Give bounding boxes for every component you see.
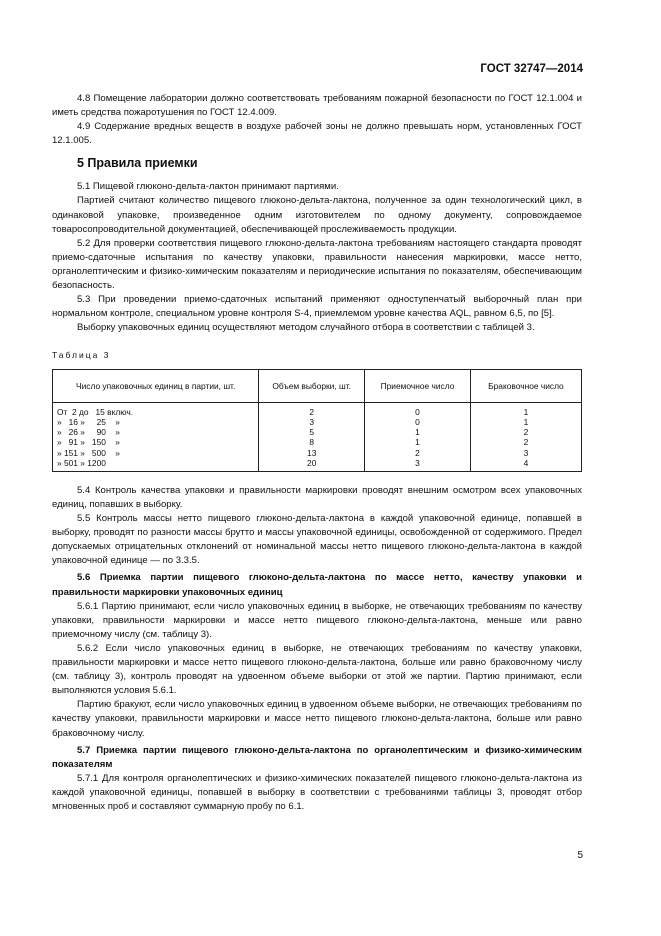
paragraph-batch-definition: Партией считают количество пищевого глюконо-дельта-лактона, полученное за один технологический цикл, в одинаковой упаковке, произведенное одним изготовителем по одному документу, сопровождаемое товаросопроводительной документацией, обеспечивающей прослеживаемость продукции. <box>52 195 582 235</box>
table-cell-acceptance: 0 <box>365 402 471 417</box>
table-cell-sample-size: 3 <box>259 417 365 427</box>
table-cell-rejection: 3 <box>470 448 581 458</box>
table-cell-batch-range: От 2 до 15 включ. <box>53 402 259 417</box>
paragraph-5-3: 5.3 При проведении приемо-сдаточных испытаний применяют одноступенчатый выборочный план при нормальном контроле, специальном уровне контроля S-4, приемлемом уровне качества AQL, равном 6,5, по [5]. <box>52 294 582 320</box>
table-cell-acceptance: 2 <box>365 448 471 458</box>
table-row <box>53 427 582 437</box>
table-cell-batch-range: » 501 » 1200 <box>53 458 259 472</box>
section-5-title: 5 Правила приемки <box>77 156 198 171</box>
page-number: 5 <box>577 850 583 861</box>
table-row <box>53 458 582 472</box>
table-cell-sample-size: 5 <box>259 427 365 437</box>
table-cell-rejection: 2 <box>470 427 581 437</box>
column-header-sample-size: Объем выборки, шт. <box>259 369 365 402</box>
table-cell-acceptance: 0 <box>365 417 471 427</box>
table-row <box>53 402 582 417</box>
table-cell-sample-size: 8 <box>259 437 365 447</box>
table-cell-sample-size: 20 <box>259 458 365 472</box>
table-cell-acceptance: 1 <box>365 427 471 437</box>
table-cell-sample-size: 13 <box>259 448 365 458</box>
paragraph-5-7-1: 5.7.1 Для контроля органолептических и физико-химических показателей пищевого глюконо-дельта-лактона из каждой упаковочной единицы, попавшей в выборку в соответствии с требованиями таблицы 3, проводят отбор мгновенных проб и составляют суммарную пробу по 6.1. <box>52 772 582 812</box>
table-header-row <box>53 369 582 402</box>
paragraph-5-4: 5.4 Контроль качества упаковки и правильности маркировки проводят внешним осмотром всех упаковочных единиц, попавших в выборку. <box>52 484 582 511</box>
paragraph-sampling-method: Выборку упаковочных единиц осуществляют методом случайного отбора в соответствии с таблицей 3. <box>77 322 535 334</box>
table-row <box>53 417 582 427</box>
subsection-5-7-title: 5.7 Приемка партии пищевого глюконо-дельта-лактона по органолептическим и физико-химическим показателям <box>52 744 582 770</box>
paragraph-5-1: 5.1 Пищевой глюконо-дельта-лактон принимают партиями. <box>77 181 339 193</box>
table-cell-rejection: 1 <box>470 402 581 417</box>
table-cell-rejection: 2 <box>470 437 581 447</box>
table-cell-batch-range: » 151 » 500 » <box>53 448 259 458</box>
table-cell-acceptance: 3 <box>365 458 471 472</box>
paragraph-4-8: 4.8 Помещение лаборатории должно соответствовать требованиям пожарной безопасности по ГОСТ 12.1.004 и иметь средства пожаротушения по ГОСТ 12.4.009. <box>52 93 582 119</box>
page-content <box>52 92 582 814</box>
paragraph-5-6-1: 5.6.1 Партию принимают, если число упаковочных единиц в выборке, не отвечающих требованиям по качеству упаковки, правильности маркировки и массе нетто пищевого глюконо-дельта-лактона, меньше или равно приемочному числу (см. таблицу 3). <box>52 600 582 640</box>
table-row <box>53 437 582 447</box>
table-cell-batch-range: » 16 » 25 » <box>53 417 259 427</box>
table-cell-rejection: 1 <box>470 417 581 427</box>
table-cell-sample-size: 2 <box>259 402 365 417</box>
table-3 <box>52 369 582 472</box>
paragraph-4-9: 4.9 Содержание вредных веществ в воздухе рабочей зоны не должно превышать норм, установленных ГОСТ 12.1.005. <box>52 121 582 147</box>
table-row <box>53 448 582 458</box>
paragraph-5-6-2: 5.6.2 Если число упаковочных единиц в выборке, не отвечающих требованиям по качеству упаковки, правильности маркировки и массе нетто пищевого глюконо-дельта-лактона, больше или равно браковочному числу (см. таблицу 3), контроль проводят на удвоенном объеме выборки от этой же партии. Партию принимают, если выполняются условия 5.6.1. <box>52 642 582 697</box>
table-cell-acceptance: 1 <box>365 437 471 447</box>
table-cell-rejection: 4 <box>470 458 581 472</box>
table-3-caption: Таблица 3 <box>52 350 111 361</box>
column-header-units-in-batch: Число упаковочных единиц в партии, шт. <box>53 369 259 402</box>
paragraph-5-2: 5.2 Для проверки соответствия пищевого глюконо-дельта-лактона требованиям настоящего стандарта проводят приемо-сдаточные испытания по качеству упаковки, правильности нанесения маркировки, массе нетто, органолептическим и физико-химическим показателям и периодические испытания по показателям, обеспечивающим безопасность. <box>52 237 582 292</box>
column-header-acceptance-number: Приемочное число <box>365 369 471 402</box>
document-code-header: ГОСТ 32747—2014 <box>480 63 583 75</box>
paragraph-5-5: 5.5 Контроль массы нетто пищевого глюконо-дельта-лактона в каждой упаковочной единице, попавшей в выборку, проводят по разности массы брутто и массы упаковочной единицы, освобожденной от содержимого. Предел допускаемых отрицательных отклонений от номинальной массы нетто пищевого глюконо-дельта-лактона в каждой упаковочной единице — по 3.3.5. <box>52 513 582 567</box>
table-cell-batch-range: » 91 » 150 » <box>53 437 259 447</box>
column-header-rejection-number: Браковочное число <box>470 369 581 402</box>
table-cell-batch-range: » 26 » 90 » <box>53 427 259 437</box>
paragraph-batch-rejection: Партию бракуют, если число упаковочных единиц в удвоенном объеме выборки, не отвечающих требованиям по качеству упаковки, правильности маркировки и массе нетто пищевого глюконо-дельта-лактона, больше или равно браковочному числу. <box>52 699 582 739</box>
subsection-5-6-title: 5.6 Приемка партии пищевого глюконо-дельта-лактона по массе нетто, качеству упаковки и правильности маркировки упаковочных единиц <box>52 572 582 598</box>
